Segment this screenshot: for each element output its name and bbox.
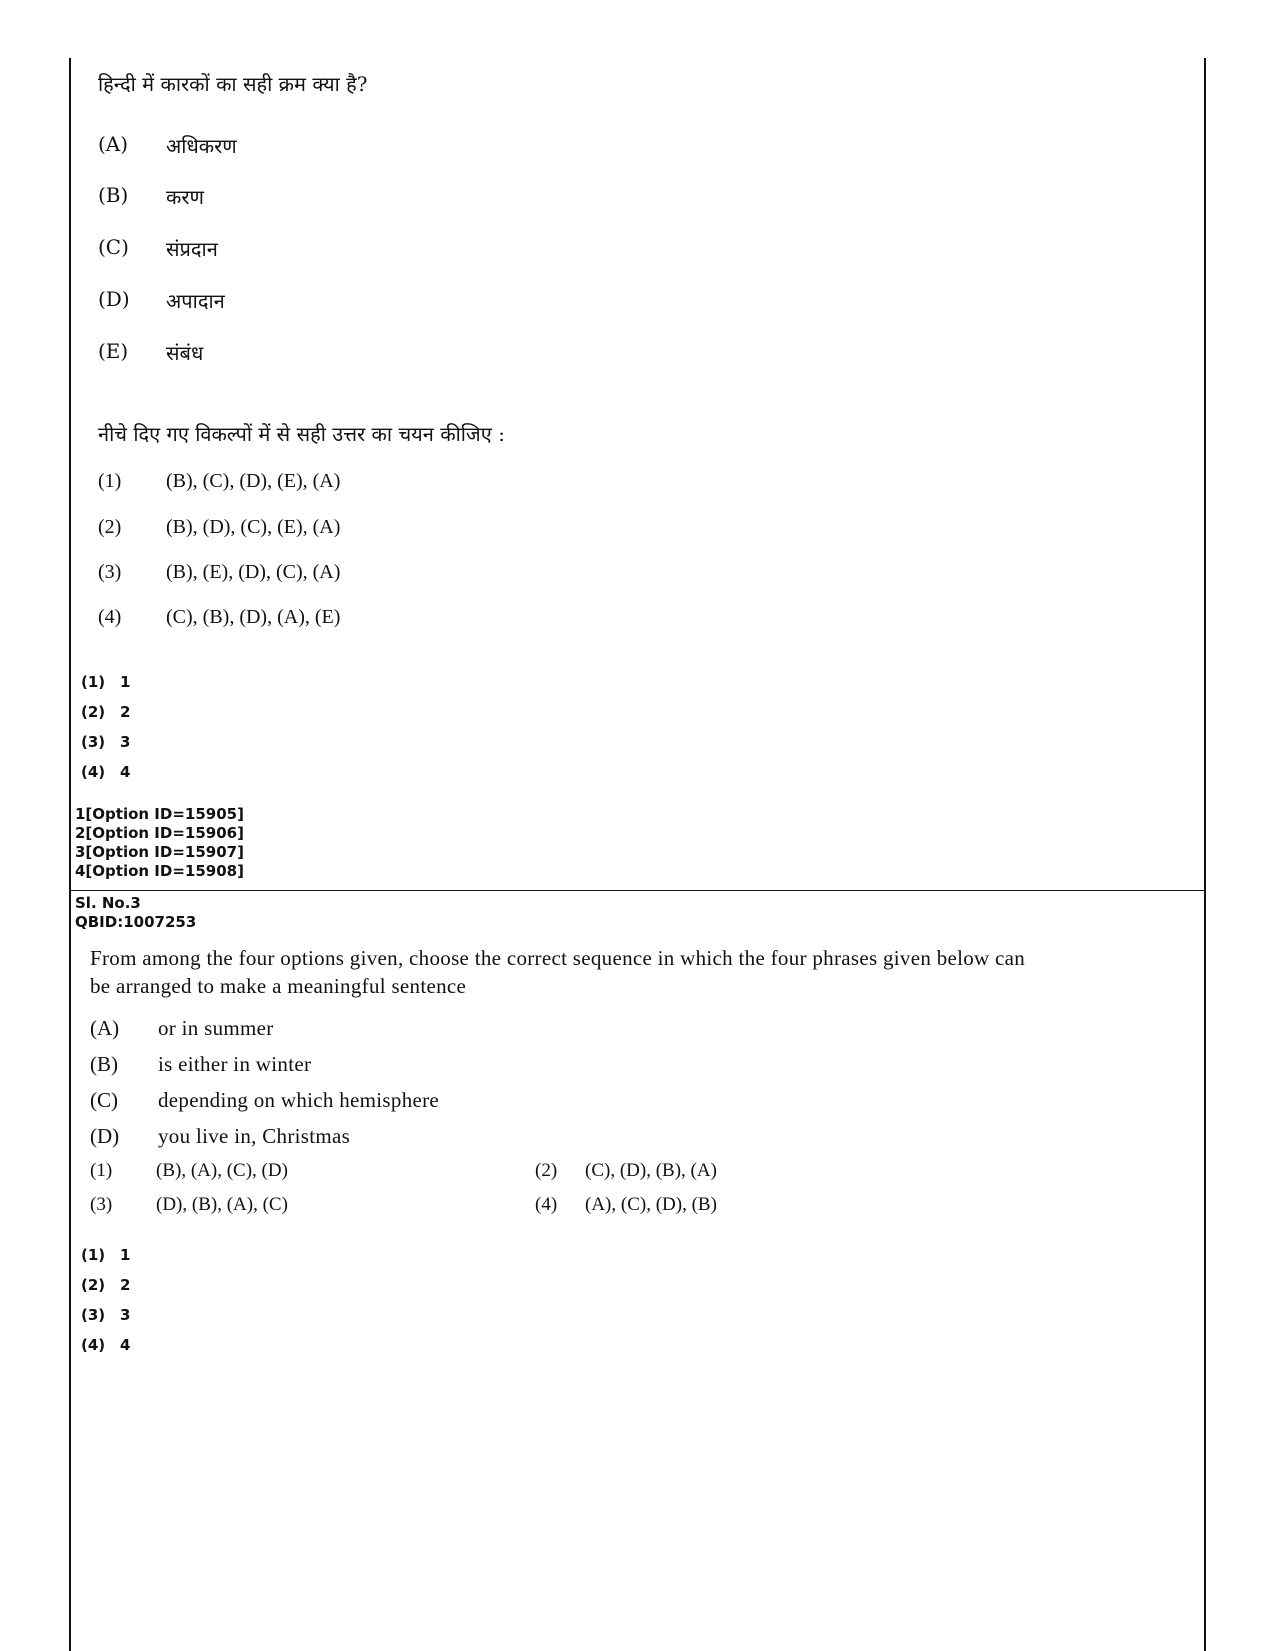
answer-label: (2) — [81, 703, 106, 721]
q1-choice-label: (1) — [98, 470, 122, 492]
q2-choice-text: (A), (C), (D), (B) — [585, 1194, 717, 1215]
answer-label: (1) — [81, 1246, 106, 1264]
answer-label: (3) — [81, 1306, 106, 1324]
q2-choice-text: (C), (D), (B), (A) — [585, 1160, 717, 1181]
question-header — [75, 894, 196, 932]
answer-label: (1) — [81, 673, 106, 691]
q1-choice-label: (2) — [98, 516, 122, 538]
q1-item-label: (A) — [98, 132, 129, 156]
q2-item-label: (C) — [90, 1088, 118, 1112]
q2-item-text: you live in, Christmas — [158, 1124, 351, 1148]
q1-choice-text: (C), (B), (D), (A), (E) — [166, 606, 341, 628]
answer-value: 2 — [120, 1276, 131, 1294]
answer-value: 2 — [120, 703, 131, 721]
q2-choice-text: (B), (A), (C), (D) — [156, 1160, 288, 1181]
answer-label: (4) — [81, 1336, 106, 1354]
q1-choice-text: (B), (D), (C), (E), (A) — [166, 516, 341, 538]
q2-choice-text: (D), (B), (A), (C) — [156, 1194, 288, 1215]
q1-choice-label: (4) — [98, 606, 122, 628]
q1-item-text: संबंध — [166, 341, 204, 365]
q2-choice-label: (3) — [90, 1194, 113, 1215]
answer-label: (2) — [81, 1276, 106, 1294]
q2-choice-label: (1) — [90, 1160, 113, 1181]
option-id: 3[Option ID=15907] — [75, 843, 244, 861]
q1-instruction: नीचे दिए गए विकल्पों में से सही उत्तर का चयन कीजिए : — [98, 422, 505, 446]
qbid: QBID:1007253 — [75, 913, 197, 931]
answer-value: 1 — [120, 673, 131, 691]
answer-label: (4) — [81, 763, 106, 781]
question-divider — [69, 890, 1206, 891]
q2-choice-label: (4) — [535, 1194, 558, 1215]
q2-item-text: or in summer — [158, 1016, 274, 1040]
option-id: 2[Option ID=15906] — [75, 824, 244, 842]
answer-value: 3 — [120, 733, 131, 751]
answer-value: 1 — [120, 1246, 131, 1264]
option-id: 4[Option ID=15908] — [75, 862, 244, 880]
q2-item-label: (B) — [90, 1052, 118, 1076]
answer-value: 4 — [120, 763, 131, 781]
q1-item-text: करण — [166, 185, 204, 209]
q1-item-label: (E) — [98, 339, 129, 363]
q1-question-text: हिन्दी में कारकों का सही क्रम क्या है? — [98, 72, 368, 96]
answer-value: 3 — [120, 1306, 131, 1324]
q1-item-label: (D) — [98, 287, 130, 311]
q2-question-text: From among the four options given, choose the correct sequence in which the four phrases given below can be arranged to make a meaningful sentence — [90, 946, 1026, 998]
q1-item-text: अपादान — [166, 289, 225, 313]
answer-value: 4 — [120, 1336, 131, 1354]
q2-item-label: (D) — [90, 1124, 120, 1148]
q1-choice-text: (B), (C), (D), (E), (A) — [166, 470, 341, 492]
q1-choice-text: (B), (E), (D), (C), (A) — [166, 561, 341, 583]
left-border — [69, 58, 71, 1651]
q2-item-label: (A) — [90, 1016, 120, 1040]
q1-choice-label: (3) — [98, 561, 122, 583]
option-id-list — [75, 805, 244, 881]
answer-label: (3) — [81, 733, 106, 751]
right-border — [1204, 58, 1206, 1651]
q1-item-text: अधिकरण — [166, 134, 237, 158]
q2-item-text: is either in winter — [158, 1052, 312, 1076]
q1-item-label: (C) — [98, 235, 129, 259]
q1-item-label: (B) — [98, 183, 129, 207]
option-id: 1[Option ID=15905] — [75, 805, 244, 823]
q2-item-text: depending on which hemisphere — [158, 1088, 440, 1112]
q1-item-text: संप्रदान — [166, 237, 218, 261]
q2-choice-label: (2) — [535, 1160, 558, 1181]
serial-number: Sl. No.3 — [75, 894, 141, 912]
